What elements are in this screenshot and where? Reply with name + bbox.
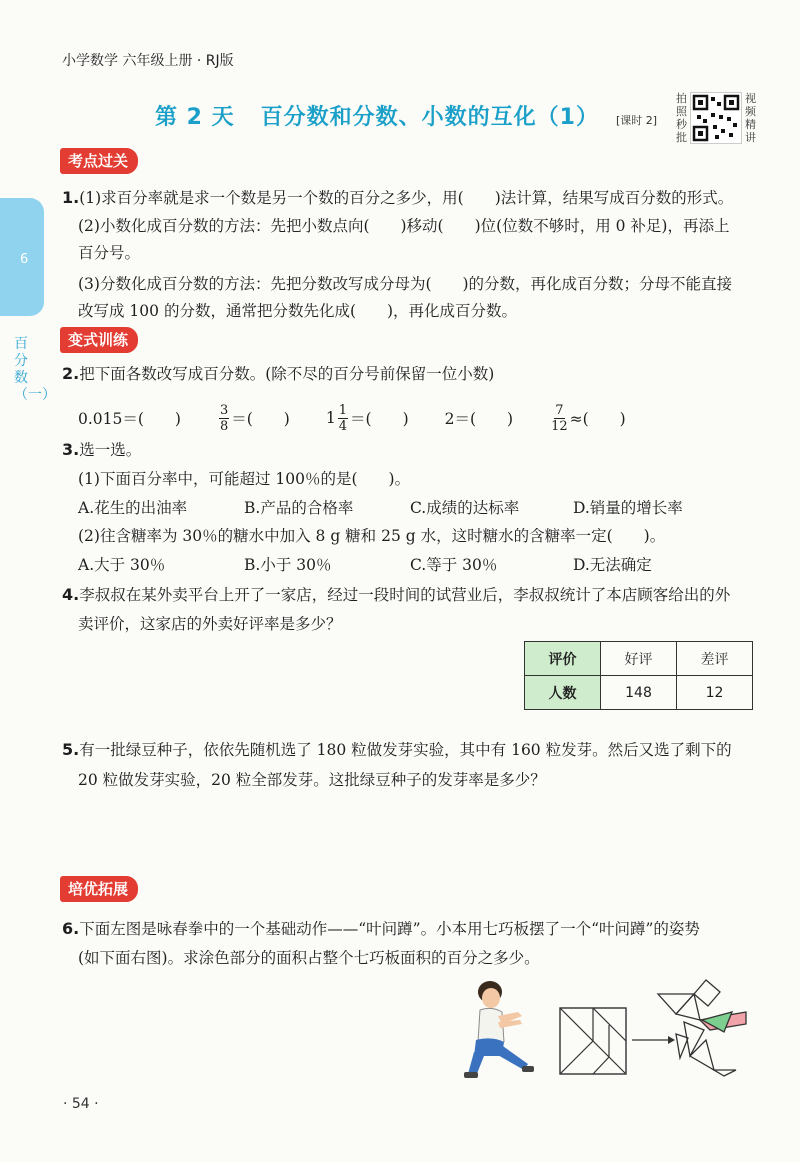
table-cell: 差评	[677, 642, 753, 676]
unit-label: 百分数（一）	[14, 336, 56, 403]
qr-caption-left: 拍照秒批	[676, 92, 687, 144]
unit-number: 6	[20, 252, 29, 267]
q5-line2: 20 粒做发芽实验，20 粒全部发芽。这批绿豆种子的发芽率是多少？	[78, 771, 546, 789]
q3-sub2-option-c[interactable]: C.等于 30％	[410, 556, 498, 574]
lesson-title	[155, 100, 599, 131]
q3-sub2-option-d[interactable]: D.无法确定	[573, 556, 652, 574]
table-cell: 好评	[601, 642, 677, 676]
q3-sub1: (1)下面百分率中，可能超过 100％的是( )。	[78, 470, 411, 488]
q5-number: 5.	[62, 740, 80, 759]
table-cell: 人数	[525, 676, 601, 710]
q1-part1	[62, 186, 733, 208]
q2-stem-text: 把下面各数改写成百分数。(除不尽的百分号前保留一位小数)	[79, 365, 495, 383]
q1-part3b: 改写成 100 的分数，通常把分数先化成( )，再化成百分数。	[78, 302, 518, 320]
q3-number: 3.	[62, 440, 80, 459]
period-tag: [课时 2]	[616, 114, 658, 127]
section-review-tag: 考点过关	[60, 148, 138, 174]
q2-item-d: 2＝( )	[444, 410, 514, 428]
section-extension-tag: 培优拓展	[60, 876, 138, 902]
lesson-topic: 百分数和分数、小数的互化（1）	[260, 105, 599, 130]
qr-caption-right: 视频精讲	[745, 92, 756, 144]
q3-sub1-option-b[interactable]: B.产品的合格率	[244, 499, 354, 517]
q5-line1-text: 有一批绿豆种子，依依先随机选了 180 粒做发芽实验，其中有 160 粒发芽。然后又选了剩下的	[79, 741, 732, 759]
q2-item-e-fraction: $\frac{7}{12}$	[551, 402, 568, 434]
table-cell: 148	[601, 676, 677, 710]
q3-sub1-option-c[interactable]: C.成绩的达标率	[410, 499, 520, 517]
section-practice-tag: 变式训练	[60, 327, 138, 353]
q1-part1-text: (1)求百分率就是求一个数是另一个数的百分之多少，用( )法计算，结果写成百分数的形式。	[79, 189, 734, 207]
q4-number: 4.	[62, 585, 80, 604]
q4-line1	[62, 583, 730, 605]
q2-number: 2.	[62, 364, 80, 383]
q6-line1-text: 下面左图是咏春拳中的一个基础动作——“叶问蹲”。小本用七巧板摆了一个“叶问蹲”的姿势	[79, 920, 700, 938]
q1-part2a: (2)小数化成百分数的方法：先把小数点向( )移动( )位(位数不够时，用 0 补足)，再添上	[78, 217, 730, 235]
q2-item-c-whole: 1	[325, 409, 336, 427]
q6-line1	[62, 917, 700, 939]
q2-item-e-tail: ≈( )	[569, 410, 626, 428]
q4-line2: 卖评价，这家店的外卖好评率是多少？	[78, 615, 342, 633]
q2-item-b-tail: ＝( )	[231, 410, 290, 428]
boy-stance-illustration	[462, 978, 540, 1080]
table-cell: 评价	[525, 642, 601, 676]
q3-sub2: (2)往含糖率为 30％的糖水中加入 8 g 糖和 25 g 水，这时糖水的含糖率一定( )。	[78, 527, 666, 545]
q2-item-a: 0.015＝( )	[78, 410, 181, 428]
rating-table	[524, 641, 753, 710]
q3-sub1-option-a[interactable]: A.花生的出油率	[78, 499, 188, 517]
q3-stem-text: 选一选。	[79, 441, 142, 459]
book-series: 小学数学 六年级上册 · RJ版	[62, 53, 234, 69]
q6-number: 6.	[62, 919, 80, 938]
q2-item-c-tail: ＝( )	[350, 410, 409, 428]
q2-items	[78, 400, 626, 436]
tangram-figure	[654, 978, 754, 1078]
q2-stem	[62, 362, 494, 384]
q5-line1	[62, 738, 732, 760]
table-cell: 12	[677, 676, 753, 710]
table-row	[525, 642, 753, 676]
q2-item-c-fraction: $\frac{1}{4}$	[338, 402, 348, 434]
q3-sub2-option-b[interactable]: B.小于 30％	[244, 556, 332, 574]
q3-sub2-option-a[interactable]: A.大于 30％	[78, 556, 166, 574]
q2-item-b-fraction: $\frac{3}{8}$	[219, 402, 229, 434]
table-row	[525, 676, 753, 710]
qr-code-icon[interactable]	[690, 92, 742, 144]
q3-stem	[62, 438, 141, 460]
q6-line2: (如下面右图)。求涂色部分的面积占整个七巧板面积的百分之多少。	[78, 949, 540, 967]
q1-number: 1.	[62, 188, 80, 207]
q1-part2b: 百分号。	[78, 244, 141, 262]
q3-sub1-option-d[interactable]: D.销量的增长率	[573, 499, 683, 517]
tangram-square	[558, 1006, 628, 1076]
page-number: · 54 ·	[63, 1096, 99, 1112]
q4-line1-text: 李叔叔在某外卖平台上开了一家店，经过一段时间的试营业后，李叔叔统计了本店顾客给出的外	[79, 586, 731, 604]
lesson-day: 第 2 天	[155, 105, 235, 130]
q1-part3a: (3)分数化成百分数的方法：先把分数改写成分母为( )的分数，再化成百分数；分母不能直接	[78, 275, 733, 293]
